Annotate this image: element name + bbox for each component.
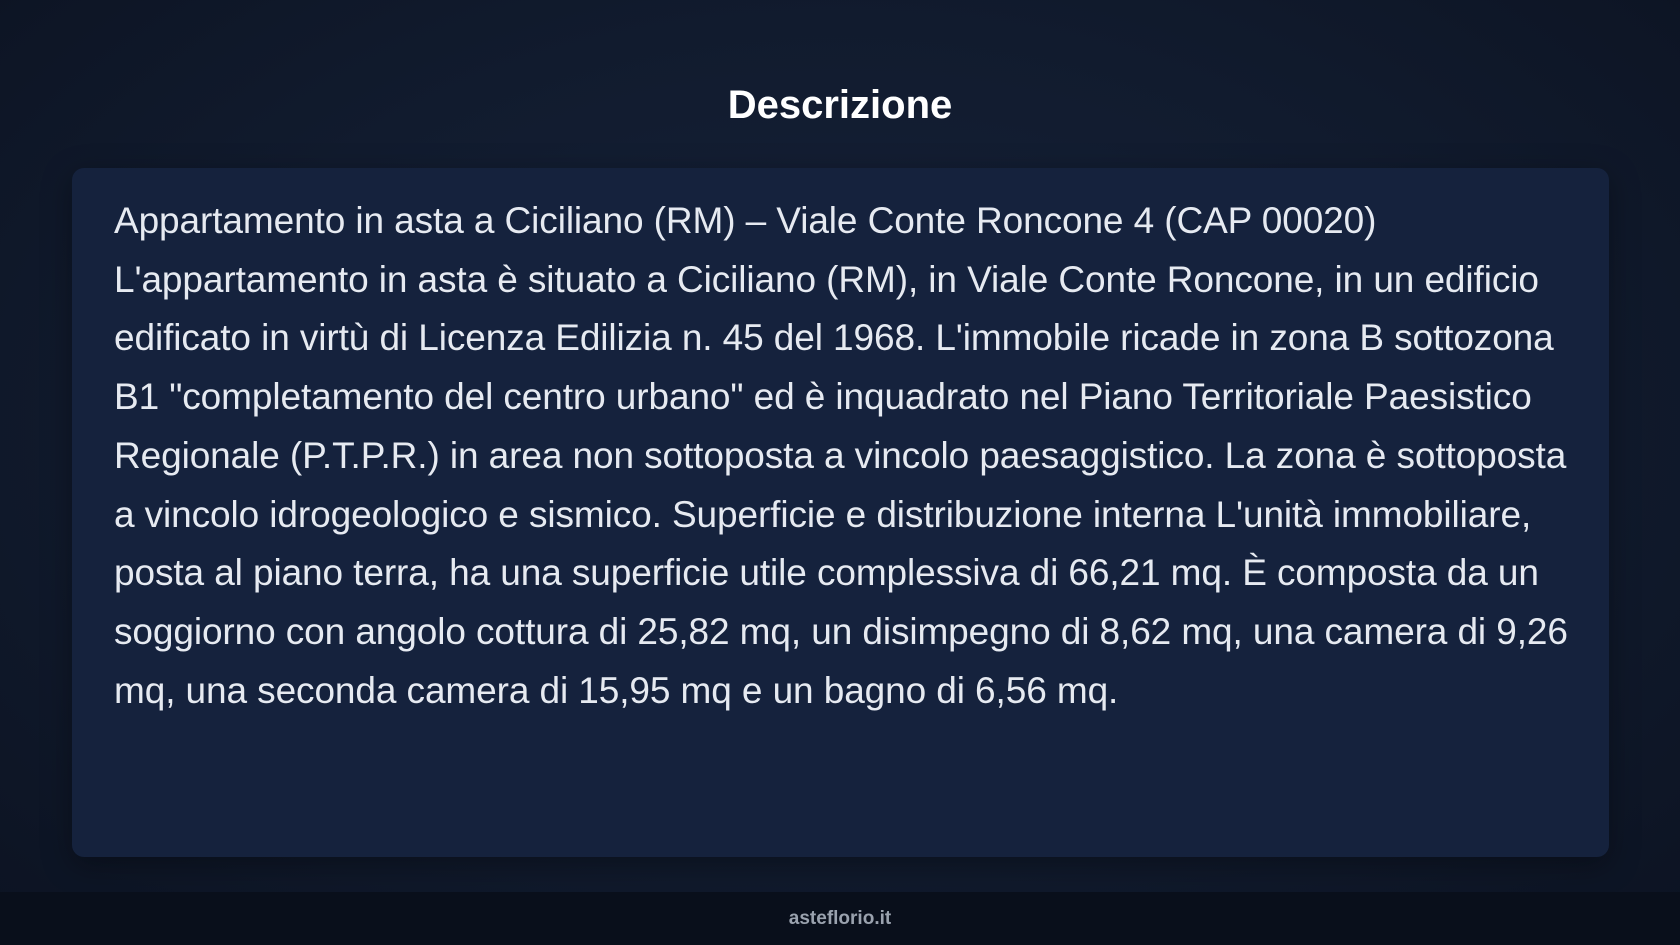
footer	[0, 892, 1680, 945]
description-text: Appartamento in asta a Ciciliano (RM) – Viale Conte Roncone 4 (CAP 00020) L'appartamento in asta è situato a Ciciliano (RM), in Viale Conte Roncone, in un edificio edificato in virtù di Licenza Edilizia n. 45 del 1968. L'immobile ricade in zona B sottozona B1 "completamento del centro urbano" ed è inquadrato nel Piano Territoriale Paesistico Regionale (P.T.P.R.) in area non sottoposta a vincolo paesaggistico. La zona è sottoposta a vincolo idrogeologico e sismico. Superficie e distribuzione interna L'unità immobiliare, posta al piano terra, ha una superficie utile complessiva di 66,21 mq. È composta da un soggiorno con angolo cottura di 25,82 mq, un disimpegno di 8,62 mq, una camera di 9,26 mq, una seconda camera di 15,95 mq e un bagno di 6,56 mq.	[114, 200, 1568, 711]
page-title: Descrizione	[727, 83, 953, 127]
description-card	[72, 168, 1609, 857]
footer-site-link[interactable]: asteflorio.it	[788, 907, 892, 929]
